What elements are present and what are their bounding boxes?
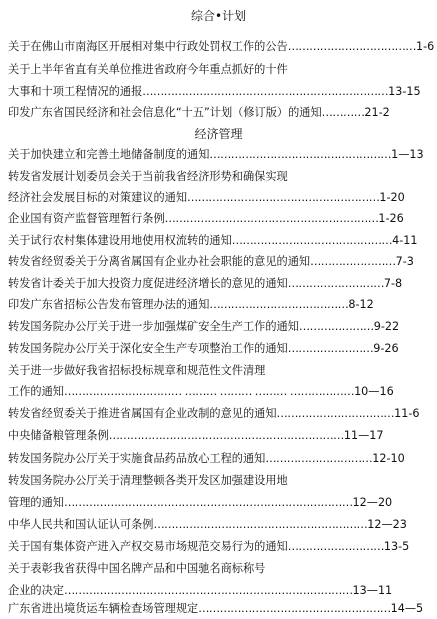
entry-title: 中央储备粮管理条例: [8, 429, 109, 442]
toc-entry: [8, 189, 428, 207]
entry-title: 关于国有集体资产进入产权交易市场规范交易行为的通知: [8, 540, 288, 553]
entry-page: 7-8: [383, 277, 403, 290]
toc-entry: [8, 383, 428, 401]
entry-title: 工作的通知: [8, 385, 64, 398]
entry-leader: ………………………………………………: [187, 191, 380, 204]
entry-page: 14—5: [390, 602, 424, 615]
toc-entry: [8, 582, 428, 600]
entry-page: 12-10: [372, 452, 405, 465]
entry-leader: ……………………………………………………………: [142, 85, 389, 98]
toc-entry: [8, 560, 428, 578]
entry-page: 13—11: [352, 584, 393, 597]
toc-entry: [8, 472, 428, 490]
entry-page: 13-5: [383, 540, 410, 553]
entry-page: 8-12: [348, 298, 374, 311]
toc-entry: [8, 38, 435, 56]
toc-entry: [8, 450, 428, 468]
entry-leader: ………………………………………: [231, 234, 393, 247]
entry-title: 关于在佛山市南海区开展相对集中行政处罚权工作的公告: [8, 40, 288, 53]
entry-page: 11—17: [343, 429, 384, 442]
toc-entry: [8, 494, 428, 512]
entry-page: 21-2: [364, 106, 390, 119]
section-heading: 综合•计划: [190, 9, 247, 23]
toc-entry: [8, 516, 428, 534]
toc-entry: [8, 296, 428, 314]
entry-page: 1-20: [379, 191, 405, 204]
entry-title: 转发省计委关于加大投资力度促进经济增长的意见的通知: [8, 277, 288, 290]
entry-leader: …………………………………: [209, 298, 349, 311]
entry-leader: …………………………… ……… ……… ……… ………………: [63, 385, 355, 398]
toc-entry: [8, 168, 428, 186]
entry-leader: ……………………………………………………: [164, 212, 379, 225]
entry-title: 关于加快建立和完善土地储备制度的通知: [8, 148, 210, 161]
entry-title: 关于进一步做好我省招标投标规章和规范性文件清理: [8, 364, 266, 377]
entry-page: 9-22: [373, 320, 400, 333]
entry-title: 中华人民共和国认证认可条例: [8, 518, 154, 531]
toc-entry: [8, 318, 428, 336]
toc-entry: [8, 61, 428, 79]
toc-entry: [8, 538, 428, 556]
entry-title: 关于上半年省直有关单位推进省政府今年重点抓好的十件: [8, 63, 288, 76]
entry-title: 转发国务院办公厅关于清理整顿各类开发区加强建设用地: [8, 474, 288, 487]
entry-title: 转发国务院办公厅关于深化安全生产专项整治工作的通知: [8, 342, 288, 355]
toc-entry: [8, 340, 428, 358]
entry-page: 12—20: [352, 496, 393, 509]
entry-page: 11-6: [394, 407, 420, 420]
entry-page: 1-6: [415, 40, 435, 53]
entry-leader: ……………………………………………: [209, 148, 392, 161]
toc-entry: [8, 104, 428, 122]
toc-entry: [8, 275, 428, 293]
entry-page: 4-11: [392, 234, 418, 247]
entry-leader: …………………………: [265, 452, 373, 465]
entry-title: 转发国务院办公厅关于进一步加强煤矿安全生产工作的通知: [8, 320, 299, 333]
entry-title: 转发省经贸委关于分离省属国有企业办社会职能的意见的通知: [8, 255, 311, 268]
entry-title: 大事和十项工程情况的通报: [8, 85, 143, 98]
entry-page: 1-26: [378, 212, 404, 225]
entry-title: 广东省进出境货运车辆检查场管理规定: [8, 602, 199, 615]
entry-leader: ………………………………………………………………………: [63, 584, 353, 597]
entry-leader: ………………………………………………: [198, 602, 391, 615]
entry-leader: ……………………: [287, 342, 374, 355]
entry-page: 13-15: [388, 85, 421, 98]
toc-entry: [8, 253, 428, 271]
toc-entry: [8, 362, 428, 380]
entry-title: 经济社会发展目标的对策建议的通知: [8, 191, 188, 204]
toc-entry: [8, 146, 428, 164]
toc-entry: [8, 405, 428, 423]
entry-title: 企业国有资产监督管理暂行条例: [8, 212, 165, 225]
toc-entry: [8, 600, 428, 618]
entry-page: 9-26: [373, 342, 399, 355]
entry-page: 7-3: [395, 255, 414, 268]
entry-leader: …………: [321, 106, 365, 119]
entry-title: 管理的通知: [8, 496, 64, 509]
entry-title: 关于表彰我省获得中国名牌产品和中国驰名商标称号: [8, 562, 266, 575]
entry-title: 转发省发展计划委员会关于当前我省经济形势和确保实现: [8, 170, 288, 183]
toc-entry: [8, 83, 428, 101]
entry-page: 12—23: [367, 518, 407, 531]
toc-entry: [8, 427, 428, 445]
entry-title: 关于试行农村集体建设用地使用权流转的通知: [8, 234, 232, 247]
entry-leader: …………………………………………………………: [108, 429, 344, 442]
entry-title: 转发省经贸委关于推进省属国有企业改制的意见的通知: [8, 407, 277, 420]
entry-leader: ……………………………: [276, 407, 395, 420]
entry-leader: ………………………: [287, 277, 384, 290]
entry-leader: …………………: [298, 320, 374, 333]
entry-title: 企业的决定: [8, 584, 64, 597]
toc-entry: [8, 232, 428, 250]
entry-leader: ………………………………………………………………………: [63, 496, 353, 509]
entry-page: 10—16: [354, 385, 394, 398]
entry-page: 1—13: [391, 148, 424, 161]
entry-title: 印发广东省国民经济和社会信息化“十五”计划（修订版）的通知: [8, 106, 322, 119]
section-heading: 经济管理: [194, 127, 243, 141]
entry-leader: ………………………………: [287, 40, 416, 53]
entry-leader: ……………………………………………………: [153, 518, 368, 531]
entry-leader: ………………………: [287, 540, 384, 553]
entry-title: 转发国务院办公厅关于实施食品药品放心工程的通知: [8, 452, 266, 465]
entry-leader: ……………………: [310, 255, 396, 268]
toc-entry: [8, 210, 428, 228]
entry-title: 印发广东省招标公告发布管理办法的通知: [8, 298, 210, 311]
